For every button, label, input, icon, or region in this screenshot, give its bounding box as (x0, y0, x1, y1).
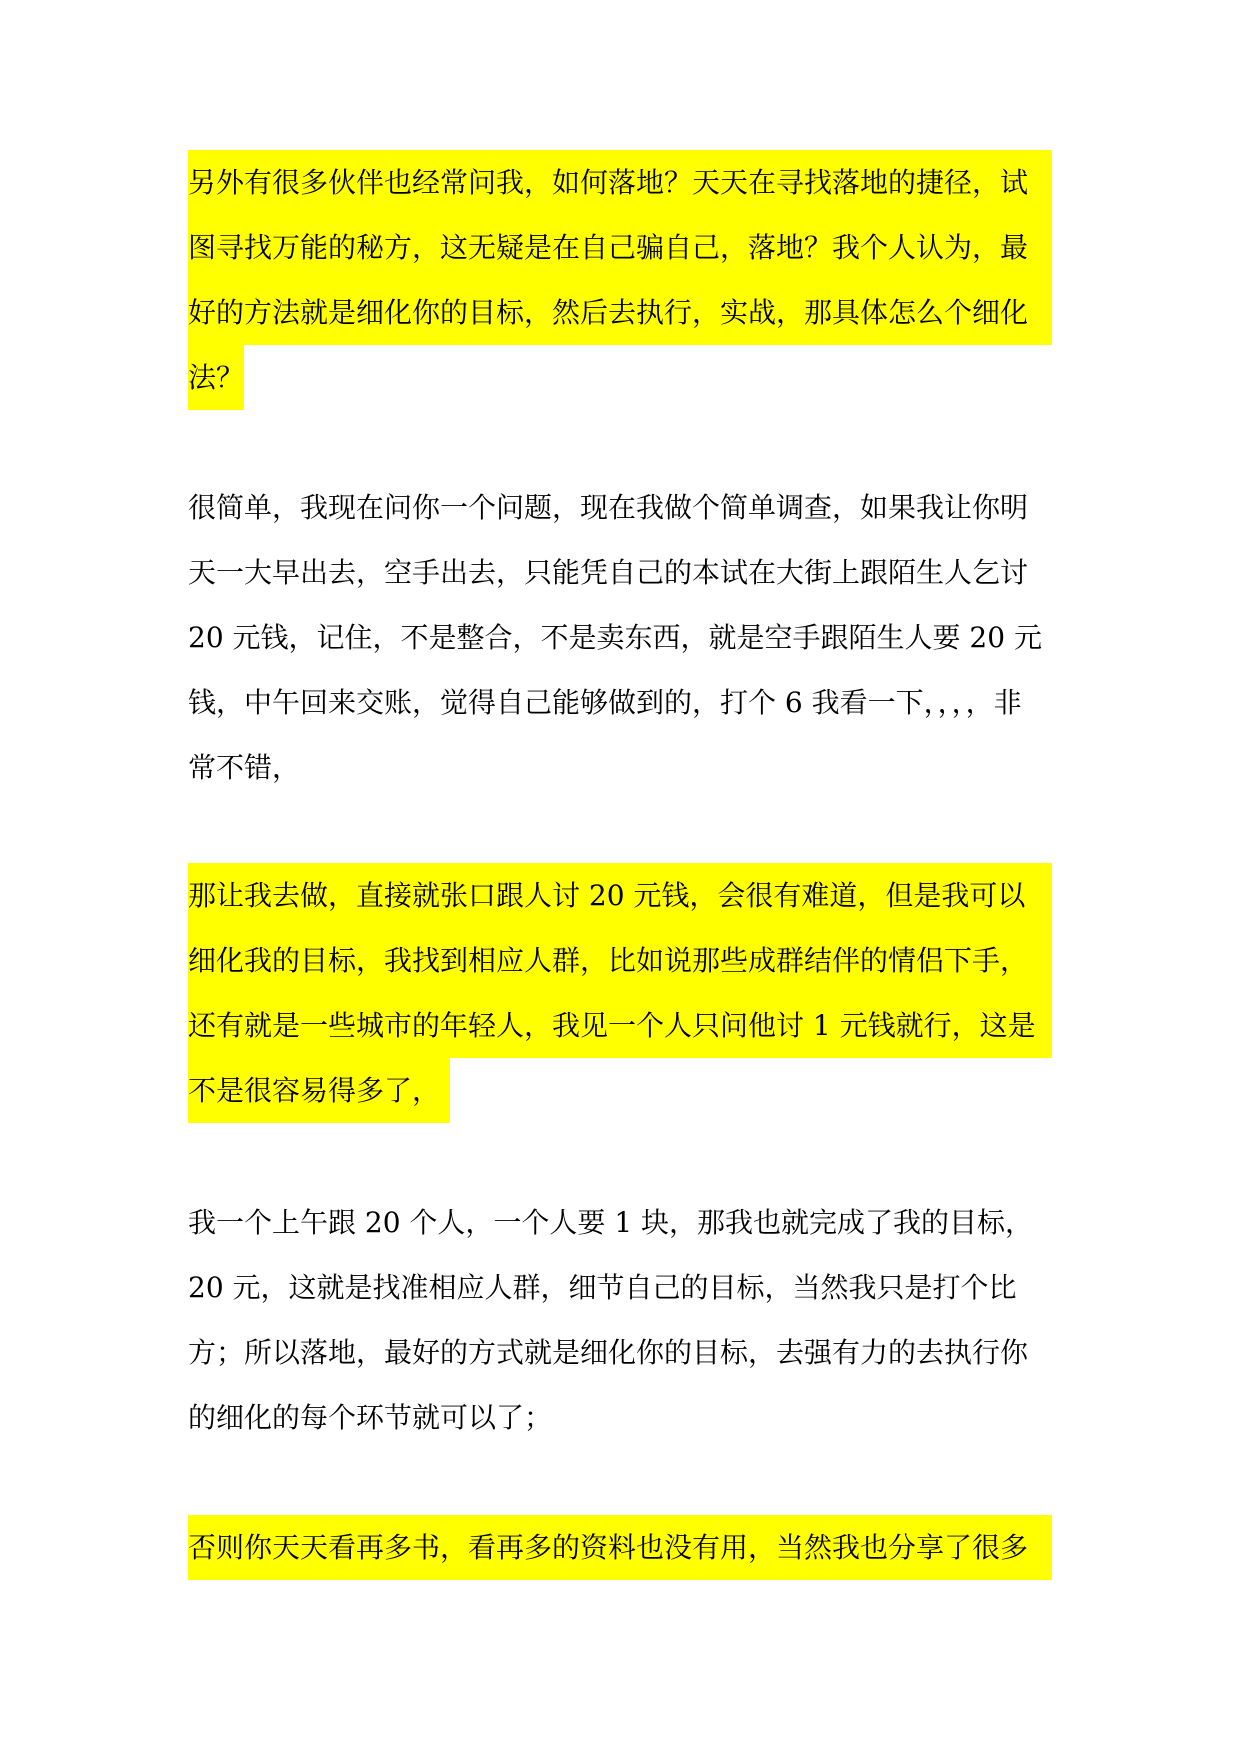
paragraph-2-line-1: 很简单，我现在问你一个问题，现在我做个简单调查，如果我让你明 (188, 491, 1029, 524)
paragraph-3-line-4: 不是很容易得多了， (188, 1058, 450, 1123)
paragraph-2-line-5: 常不错， (188, 751, 301, 784)
paragraph-2-line-2: 天一大早出去，空手出去，只能凭自己的本试在大街上跟陌生人乞讨 (188, 556, 1029, 589)
paragraph-2-line-4: 钱，中午回来交账，觉得自己能够做到的，打个 6 我看一下，，，，非 (188, 686, 1022, 719)
paragraph-1-line-1: 另外有很多伙伴也经常问我，如何落地？天天在寻找落地的捷径，试 (188, 150, 1052, 215)
paragraph-1-line-4: 法？ (188, 345, 244, 410)
paragraph-1-line-3: 好的方法就是细化你的目标，然后去执行，实战，那具体怎么个细化 (188, 280, 1052, 345)
paragraph-3-line-3: 还有就是一些城市的年轻人，我见一个人只问他讨 1 元钱就行，这是 (188, 993, 1052, 1058)
paragraph-4-line-4: 的细化的每个环节就可以了； (188, 1401, 553, 1434)
paragraph-4-line-1: 我一个上午跟 20 个人，一个人要 1 块，那我也就完成了我的目标， (188, 1206, 1034, 1239)
paragraph-2-line-3: 20 元钱，记住，不是整合，不是卖东西，就是空手跟陌生人要 20 元 (188, 621, 1042, 654)
paragraph-3-line-1: 那让我去做，直接就张口跟人讨 20 元钱，会很有难道，但是我可以 (188, 863, 1052, 928)
paragraph-4-line-3: 方；所以落地，最好的方式就是细化你的目标，去强有力的去执行你 (188, 1336, 1029, 1369)
paragraph-1-line-2: 图寻找万能的秘方，这无疑是在自己骗自己，落地？我个人认为，最 (188, 215, 1052, 280)
paragraph-4-line-2: 20 元，这就是找准相应人群，细节自己的目标，当然我只是打个比 (188, 1271, 1017, 1304)
paragraph-5-line-1: 否则你天天看再多书，看再多的资料也没有用，当然我也分享了很多 (188, 1515, 1052, 1580)
paragraph-3-line-2: 细化我的目标，我找到相应人群，比如说那些成群结伴的情侣下手， (188, 928, 1052, 993)
